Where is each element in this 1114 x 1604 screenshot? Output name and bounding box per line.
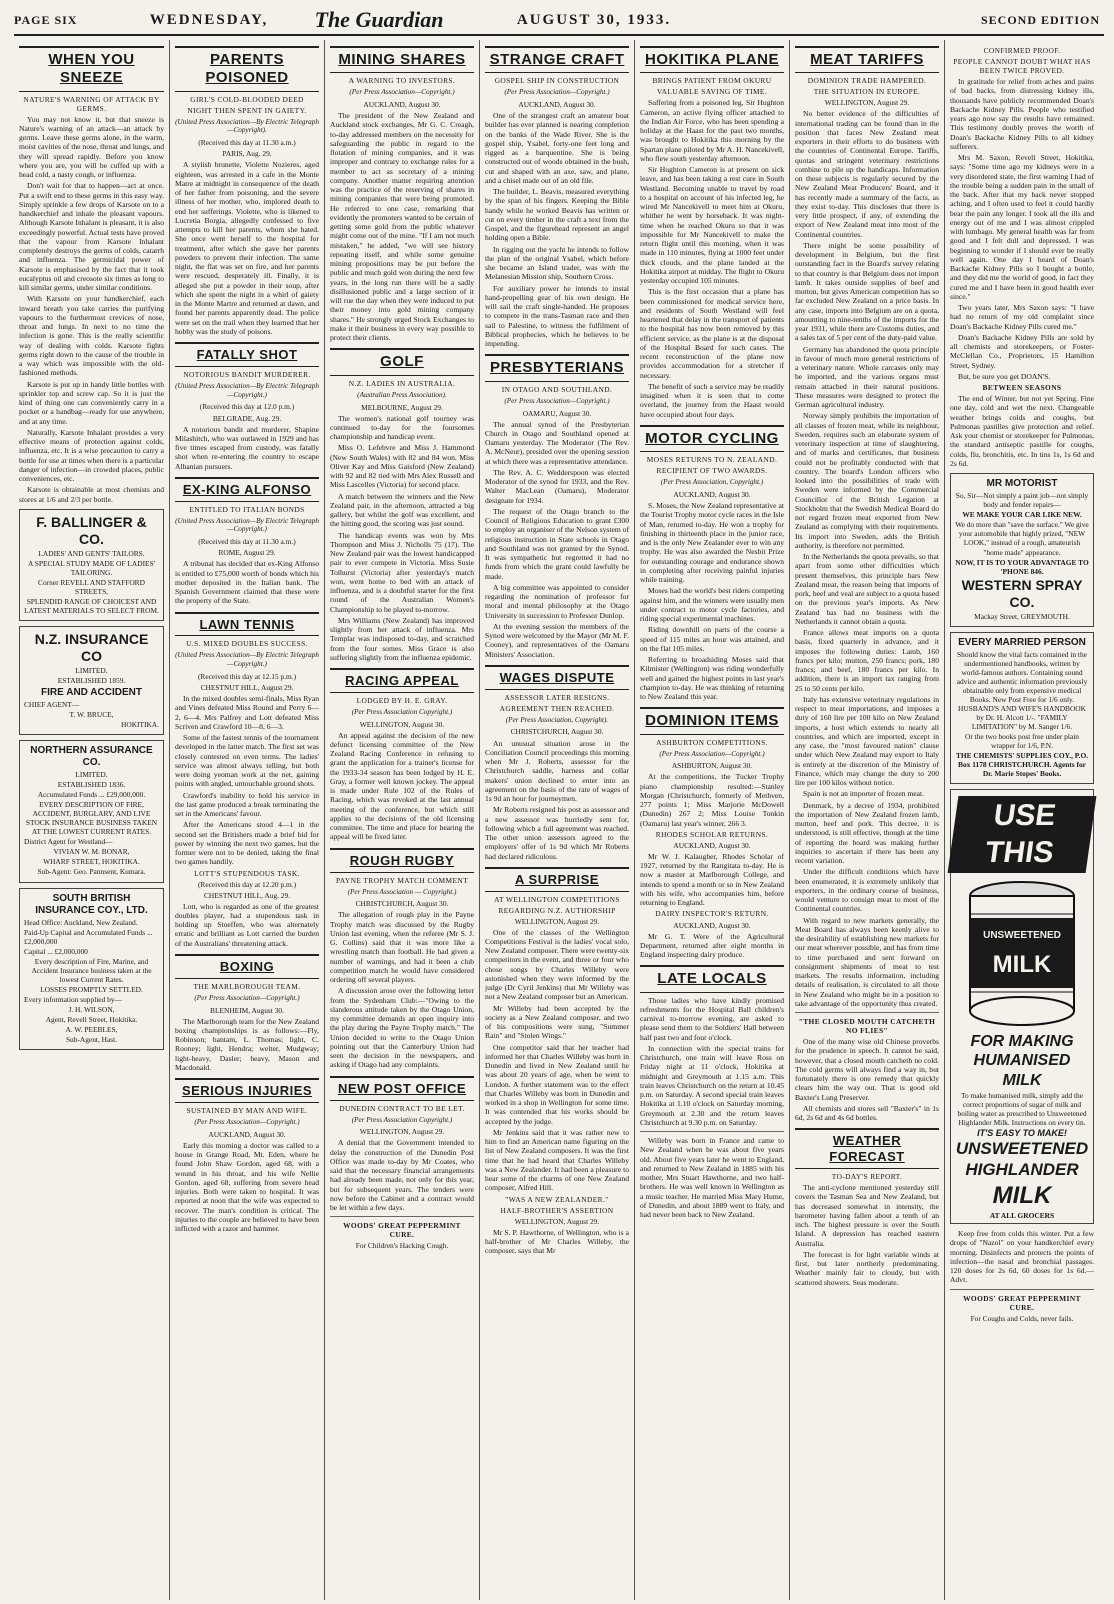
page-number: PAGE SIX: [14, 12, 78, 27]
ad-line: Agent, Revell Street, Hokitika.: [45, 1015, 138, 1025]
ad-line: Capital ... £2,000,000: [24, 946, 88, 956]
paragraph: Miss O. Lefebvre and Miss J. Hammond (New South Wales) with 82 and 84 won. Miss Oliver Kay and Miss Gaisford (New Zealand) with 92 and 82 tied with Mrs Alex Russell and Miss Lascelles (Victoria) for second place.: [330, 443, 474, 490]
dateline: ROME, August 29.: [218, 548, 276, 558]
ad-line: To make humanised milk, simply add the correct proportions of sugar of milk and boiling water as prescribed to Unsweetened Highlander Milk. Instructions on every tin.: [957, 1091, 1087, 1128]
subhead: DAIRY INSPECTOR'S RETURN.: [655, 909, 769, 919]
paragraph: Moses had the world's best riders competing against him, and the winners were usually men under contract to motor cycle factories, and riding special experimental machines.: [640, 586, 784, 624]
dateline: CHESTNUT HILL, August 29.: [200, 683, 294, 693]
ad-ballinger: [19, 509, 164, 621]
dateline: CHESTNUT HILL, Aug. 29.: [203, 890, 291, 900]
credit-line: (Per Press Association Copyright.): [351, 707, 453, 716]
dateline: WELLINGTON, August 29.: [824, 98, 910, 108]
paragraph: The president of the New Zealand and Auckland stock exchanges, Mr G. C. Creagh, to-day addressed members on the necessity for safeguarding the public in regard to the flotation of mining companies, and it was improper and contrary to exchange rules for a member to act as secretary of a mining company. Another matter requiring attention was the practice of the reserving of shares in mining companies that were being promoted. He referred to one case, remarking that evidently the promoters wanted to be certain of getting some gold from the public whatever might come out of the mine. "If I am not much mistaken," he added, "we will see history repeating itself, and while some genuine mining propositions may be put before the public and much gold won during the next few years, in the long run there will be a sadly disillusioned public and a large section of it will rue the day when they were induced to put their money into gold mining company shares." He strongly urged Stock Exchanges to make it their business in every way possible to protect their clients.: [330, 111, 474, 343]
column-2: [169, 40, 324, 1600]
subhead: TO-DAY'S REPORT.: [831, 1172, 903, 1182]
paragraph: Mrs M. Saxon, Revell Street, Hokitika, says: "Some time ago my kidneys were in a very disordered state, the first warning I had of the trouble being a sudden pain in the small of the back. After that my back never stopped aching, and I often used to feel it could hardly bear the pain any longer. I took all the ills and energy out of me and I was almost crippled with lumbago. My general health was far from good and I felt dull and depressed. I was beginning to wonder if I should ever be really well again. One day I heard of Doan's Backache Kidney Pills so I bought a bottle, and they did me the world of good, in fact they cured me and I have been in good health ever since.": [950, 153, 1094, 301]
ad-line: Sub-Agent, Hast.: [65, 1035, 118, 1045]
dateline: AUCKLAND, August 30.: [363, 100, 441, 110]
ad-line: ESTABLISHED 1859.: [57, 676, 126, 686]
tin-label: UNSWEETENED: [983, 929, 1061, 941]
paragraph: In the Netherlands the quota prevails, so that apart from some other difficulties which present themselves, this principle bars New Zealand meat, the reason being that imports of pork, beef and veal are subject to a quota based on the previous year's imports. As New Zealand has had no business with the Netherlands it cannot obtain a quota.: [795, 552, 939, 626]
paragraph: After the Americans stood 4—1 in the second set the Britishers made a brief bid for power by winning the next two games, but the former were not to be denied, taking the final two games handily.: [175, 820, 319, 867]
dateline: MELBOURNE, August 29.: [361, 402, 443, 412]
ad-line: WHARF STREET, HOKITIKA.: [43, 857, 140, 867]
headline-fatally-shot: FATALLY SHOT: [175, 342, 319, 367]
subhead: GIRL'S COLD-BLOODED DEED: [190, 94, 304, 104]
received-line: (Received this day at 11.30 a.m.): [198, 138, 296, 148]
subhead: IN OTAGO AND SOUTHLAND.: [501, 384, 613, 394]
ad-line: J. H. WILSON,: [68, 1005, 115, 1015]
paragraph: Karsote is obtainable at most chemists and stores at 1/6 and 2/3 per bottle.: [19, 485, 164, 504]
paragraph: Some of the fastest tennis of the tournament developed in the latter match. The first set was closely contested on even terms. The ladies' service was almost always telling, but both were doing yeoman work at the net, gaining points with angled, untouchable ground shots.: [175, 733, 319, 789]
subhead: PEOPLE CANNOT DOUBT WHAT HAS BEEN TWICE PROVED.: [953, 57, 1091, 76]
received-line: (Received this day at 11.30 a.m.): [198, 537, 296, 547]
ad-line: Every description of Fire, Marine, and Accident Insurance business taken at the lowest Current Rates.: [31, 957, 152, 985]
headline-ex-king-alfonso: EX-KING ALFONSO: [175, 477, 319, 502]
ad-line: VIVIAN W. M. BONAR,: [53, 847, 130, 857]
paragraph: The handicap events was won by Mrs Thompson and Miss J. Nicholls 75 (17). The New Zealand pair was the lowest handicapped pair to ever compete in Victoria. Miss Susie Tolhurst (Victoria) after yesterday's match won, went home to bed with an attack of influenza, and is a doubtful starter for the first round of the Australian Women's Championship to be played to-morrow.: [330, 530, 474, 614]
paragraph: One of the classes of the Wellington Competitions Festival is the ladies' vocal solo, New Zealand composer. There were twenty-six competitors in the event, and three or four who chose songs by Charles Willeby were astonished when they were informed by the judge (Dr Cyril Jenkins) that Mr Willeby was not a New Zealand composer but an American.: [485, 927, 629, 1002]
ad-title: MR MOTORIST: [986, 478, 1058, 490]
subhead: AGREEMENT THEN REACHED.: [499, 703, 615, 713]
paragraph: One of the many wise old Chinese proverbs for the prudence in speech. It cannot be said, however, that a closed mouth catcheth no cold. The cold germs will always find a way in, but fortunately there is one remedy that quickly clears him the way out. That is good old Baxter's Lung Preserver.: [795, 1037, 939, 1102]
headline-racing-appeal: RACING APPEAL: [330, 668, 474, 693]
paragraph: Mr Roberts resigned his post as assessor and a new assessor was hurriedly sent for, following which a full agreement was reached. The other union assessors agreed to the employers' offer of 1s 9d which Mr Roberts had declared ridiculous.: [485, 805, 629, 861]
ad-line: Or the two books post free under plain wrapper for 1/6, P.N.: [965, 732, 1079, 751]
headline-weather-forecast: WEATHER FORECAST: [795, 1128, 939, 1169]
dateline: WELLINGTON, August 29.: [359, 1127, 445, 1137]
paragraph: Keep free from colds this winter. Put a few drops of "Nazol" on your handkerchief every morning. Disinfects and protects the points of infection—the nasal and bronchial passages. 120 doses for 2s 6d, 60 doses for 1s 6d.—Advt.: [950, 1229, 1094, 1285]
ad-line: District Agent for Westland—: [24, 837, 113, 847]
paragraph: Doan's Backache Kidney Pills are sold by all chemists and storekeepers, or Foster-McClellan Co., Proprietors, 15 Hamilton Street, Sydney.: [950, 332, 1094, 370]
subhead: BRINGS PATIENT FROM OKURU: [652, 76, 772, 86]
ad-headline: "THE CLOSED MOUTH CATCHETH NO FLIES": [798, 1017, 936, 1036]
subhead: N.Z. LADIES IN AUSTRALIA.: [348, 378, 456, 388]
subhead: "WAS A NEW ZEALANDER.": [505, 1194, 609, 1204]
ad-title: NORTHERN ASSURANCE CO.: [30, 744, 153, 768]
divider: [950, 1289, 1094, 1290]
paragraph: Mr Willeby had been accepted by the society as a New Zealand composer, and two of his compositions were sung, "Summer Rain" and "Stolen Wings.": [485, 1003, 629, 1041]
ad-headline: FOR MAKING HUMANISED MILK: [970, 1032, 1074, 1089]
headline-rough-rugby: ROUGH RUGBY: [330, 848, 474, 873]
paragraph: France allows meat imports on a quota basis, fixed quarterly in advance, and it imposes the following duties: Lamb, 160 francs per kilo; mutton, 250 francs; pork, 180 francs; and beef, 180 francs per kilo. In addition, there is an import tax ranging from 25 to 50 cents per kilo.: [795, 628, 939, 693]
ad-title: N.Z. INSURANCE CO: [34, 631, 149, 665]
subhead: A WARNING TO INVESTORS.: [348, 76, 456, 86]
ad-brand: HIGHLANDER: [965, 1159, 1079, 1179]
paragraph: Sir Hughton Cameron is at present on sick leave, and has been taking a rest cure in South Westland. Becoming unable to travel by road to a hospital on account of his infected leg, he wired Mr Nancekivell to meet him at Okuru, whither he went by horseback. It was night-time when he reached Okuru so that it was impossible for Mr Nancekivell to make the return flight until this morning, when it was made in 110 minutes, flying at 1000 feet under thick clouds, and the plane landed at the Hokitika airport at midday. The flight to Okuru yesterday occupied 105 minutes.: [640, 165, 784, 286]
ad-line: Corner REVELL AND STAFFORD STREETS,: [38, 578, 145, 597]
dateline: AUCKLAND, August 30.: [518, 100, 596, 110]
received-line: (Received this day at 12.15 p.m.): [197, 672, 297, 682]
paragraph: A match between the winners and the New Zealand pair, in the afternoon, attracted a big gallery, but whilst the golf was excellent, and the hitting good, the scoring was just sound.: [330, 491, 474, 529]
subhead: VALUABLE SAVING OF TIME.: [656, 87, 768, 97]
ad-line: For Coughs and Colds, never fails.: [970, 1313, 1074, 1323]
divider: [330, 1216, 474, 1217]
paragraph: Mr G. T. Were of the Agricultural Department, returned after eight months in England inspecting dairy produce.: [640, 931, 784, 960]
divider: [640, 1131, 784, 1132]
paragraph: One of the strangest craft an amateur boat builder has ever planned is nearing completion on the banks of the Wade River. She is the gospel ship, Ysabel, forty-one feet long and rigged as a barquentine. She is being constructed out of woods obtained in the bush, cut and shaped with an axe, saw, and plane, and a chisel made out of an old file.: [485, 111, 629, 185]
ad-line: Accumulated Funds ... £29,000,000.: [37, 790, 146, 800]
paragraph: A stylish brunette, Violette Nozieres, aged eighteen, was arrested in a cafe in the Monte Matre at midnight in consequence of the death of her father from poisoning, and the severe illness of her mother, who, implored death to end her sufferings. Violette, who is likened to Lucretia Borgia, allegedly confessed to five attempts to kill her parents, whom she hated. She once went herself to the hospital for treatment, after which she gave her parents powders to prevent their infection. The same night, the flat was set on fire, and her parents were rescued, desperately ill. Finally, it is alleged she put a powder in their soup, after which she spent the night in a whirl of gaiety in the Monte Martre and returned at dawn, and found her parents apparently dead. The police were set on the trail when they learned that her hobby was the study of poisons.: [175, 160, 319, 336]
headline-strange-craft: STRANGE CRAFT: [485, 46, 629, 73]
ad-south-british: [19, 888, 164, 1051]
headline-motor-cycling: MOTOR CYCLING: [640, 425, 784, 452]
paragraph: S. Moses, the New Zealand representative at the Tourist Trophy motor cycle races in the Isle of Man, returned to-day. He won a trophy for finishing in thirteenth place in the junior race, and is the only New Zealander ever to win any trophy. He was also awarded the Nesbit Prize for outstanding courage and endurance shown in completing after receiving painful injuries while training.: [640, 501, 784, 585]
credit-line: (Per Press Association—Copyright.): [659, 749, 765, 758]
paragraph: In rigging out the yacht he intends to follow the plan of the original Ysabel, which before she became an Island trader, was with the Melanesian Mission ship, Southern Cross.: [485, 244, 629, 282]
subhead: AT WELLINGTON COMPETITIONS: [494, 894, 620, 904]
credit-line: (Per Press Association — Copyright.): [347, 887, 457, 896]
column-7: [944, 40, 1099, 1600]
ad-banner: USE THIS: [948, 796, 1097, 873]
column-1: [14, 40, 169, 1600]
paragraph: Willeby was born in France and came to New Zealand when he was about five years old. About five years later he went to England, and returned to New Zealand in 1885 with his mother, Mrs Stuart Hawthorne, and two half-brothers. He was well known in Wellington as a music teacher. He married Miss Mary Hume, of Dunedin, and about 1889 went to Italy, and had never been back to New Zealand.: [640, 1136, 784, 1220]
paragraph: Spain is not an importer of frozen meat.: [803, 789, 925, 799]
newspaper-name: The Guardian: [314, 7, 444, 32]
ad-line: Paid-Up Capital and Accumulated Funds ... £2,000,000: [24, 927, 153, 946]
received-line: (Received this day at 12.0 p.m.): [199, 402, 295, 412]
subhead: BETWEEN SEASONS: [982, 383, 1062, 393]
subhead: U.S. MIXED DOUBLES SUCCESS.: [186, 639, 308, 649]
credit-line: (Per Press Association—Copyright.): [504, 88, 610, 97]
headline-golf: GOLF: [330, 348, 474, 375]
paragraph: Two years later, Mrs Saxon says: "I have had no return of my old complaint since Doan's Backache Kidney Pills cured me.": [950, 303, 1094, 331]
ad-brand: MILK: [992, 1181, 1052, 1209]
divider: [795, 1012, 939, 1013]
dateline: AUCKLAND, August 30.: [208, 1129, 286, 1139]
paragraph: The request of the Otago branch to the Council of Religious Education to grant £300 to employ an organiser of the Nelson system of religious instruction in State schools in Otago and Southland was not granted by the Synod. It was sympathetic but regretted it had no funds from which the grant could lawfully be made.: [485, 506, 629, 581]
ad-line: WE MAKE YOUR CAR LIKE NEW.: [962, 510, 1082, 520]
subhead: SUSTAINED BY MAN AND WIFE.: [186, 1105, 308, 1115]
paragraph: The anti-cyclone mentioned yesterday still covers the Tasman Sea and New Zealand, but has decreased somewhat in intensity, the barometer having fallen about a tenth of an inch. The highest pressure is over the South Island. A depression has reached eastern Australia.: [795, 1183, 939, 1248]
paragraph: The Rev. A. C. Wedderspoon was elected Moderator of the synod for 1933, and the Rev. Walter MacLean (Oamaru), Moderator designate for 1934.: [485, 467, 629, 505]
subhead: ASHBURTON COMPETITIONS.: [656, 737, 768, 747]
headline-sneeze: WHEN YOU SNEEZE: [19, 46, 164, 92]
masthead: [14, 6, 1104, 36]
weekday: WEDNESDAY,: [149, 11, 269, 28]
credit-line: (Per Press Association, Copyright.): [660, 478, 764, 487]
headline-hokitika-plane: HOKITIKA PLANE: [640, 46, 784, 73]
subhead: RECIPIENT OF TWO AWARDS.: [656, 466, 768, 476]
subhead: RHODES SCHOLAR RETURNS.: [655, 829, 769, 839]
credit-line: (Per Press Association, Copyright).: [505, 715, 609, 724]
subhead: NOTORIOUS BANDIT MURDERER.: [183, 369, 311, 379]
paragraph: Karsote is put up in handy little bottles with sprinkler top and screw cap. So it is just the kind of thing one can conveniently carry in a pocket or a handbag—ready for use anywhere, and at any time.: [19, 379, 164, 426]
headline-presbyterians: PRESBYTERIANS: [485, 354, 629, 381]
paragraph: Denmark, by a decree of 1934, prohibited the importation of New Zealand frozen lamb, mutton, beef and pork. This decree, it is understood, is still effective, though at the time of reporting the board was making further inquiries to ascertain if there has been any recent variation.: [795, 800, 939, 866]
paragraph: A notorious bandit and murderer, Shapine Milashitch, who was outlawed in 1929 and has five times escaped from custody, was fatally shot when re-entering the country to escape Albanian pursuers.: [175, 424, 319, 471]
ad-line: LADIES' AND GENTS' TAILORS.: [38, 549, 145, 559]
paragraph: The annual synod of the Presbyterian Church in Otago and Southland opened at Oamaru yesterday. The Moderator (The Rev. A. McNeur), presided over the opening session at which there was a representative attendance.: [485, 419, 629, 466]
paragraph: Referring to broadsiding Moses said that Kilmister (Wellington) was riding wonderfully well and gained the highest points in last year's champion to-day. He was thinking of returning to New Zealand this year.: [640, 655, 784, 702]
credit-line: (Per Press Association—Copyright.): [194, 993, 300, 1002]
dateline: AUCKLAND, August 30.: [673, 840, 751, 850]
subhead: CONFIRMED PROOF.: [983, 46, 1061, 55]
credit-line: (Australian Press Association).: [357, 390, 447, 399]
dateline: OAMARU, August 30.: [522, 408, 592, 418]
credit-line: (United Press Association—By Electric Telegraph—Copyright.): [175, 651, 319, 669]
paragraph: Norway simply prohibits the importation of all classes of frozen meat, while its neighbour, Sweden, requires such an elaborate system of veterinary inspection at time of slaughtering, and of marks and certificates, that business could not be profitably conducted with that country. The board's London officers who looked into the possibilities of trade with Sweden were informed by the Commercial Councillor of the British Legation at Stockholm that the Swedish Medical Board do not regard frozen meat exported from New Zealand as complying with their requirements. Its import into Sweden, adds the British authority, is therefore not permitted.: [795, 411, 939, 550]
paragraph: The women's national golf tourney was continued to-day for the foursomes championship and handicap event.: [330, 413, 474, 442]
headline-meat-tariffs: MEAT TARIFFS: [795, 46, 939, 73]
paragraph: Don't wait for that to happen—act at once. Put a swift end to these germs in this easy way. Simply sprinkle a few drops of Karsote on to a handkerchief and inhale the pleasant vapours. Although Karsote Inhalant is pleasant, it is also exceedingly powerful. Actual tests have proved that the vapour from Karsote Inhalant completely destroys the germs of colds, catarrh and influenza. The germicidal power of Karsote is emphasised by the fact that it took eucalyptus oil and creosote six times as long to kill similar germs, under similar conditions.: [19, 181, 164, 293]
paragraph: The allegation of rough play in the Payne Trophy match was discussed by the Rugby Union last evening, when the referee (Mr S. J. G. Collins) said that it was more like a wrestling match than football. He had given a number of warnings, and had it been a club competition match he would have considered ordering off several players.: [330, 910, 474, 985]
subhead: NIGHT THEN SPENT IN GAIETY.: [187, 105, 307, 115]
column-3: [324, 40, 479, 1600]
paragraph: Lott, who is regarded as one of the greatest doubles player, had a stupendous task in holding up Stoeffen, who was alternately erratic and brilliant as Lott carried the burden of the Australians' threatening attack.: [175, 901, 319, 948]
paragraph: Mr W. J. Kalaugher, Rhodes Scholar of 1927, returned by the Rangitata to-day. He is now a master at Marlborough College, and intends to spend a month or so in New Zealand with his wife, who accompanies him, before returning to England.: [640, 851, 784, 908]
credit-line: (United Press Association—By Electric Telegraph—Copyright.): [175, 516, 319, 534]
headline-serious-injuries: SERIOUS INJURIES: [175, 1078, 319, 1103]
paragraph: The forecast is for light variable winds at first, but later northerly predominating. Weather mainly fair to cloudy, but with scattered showers. Seas moderate.: [795, 1249, 939, 1287]
subhead: DUNEDIN CONTRACT TO BE LET.: [339, 1103, 465, 1113]
ad-line: Should know the vital facts contained in the undermentioned handbooks, written by world-famous authors. Containing sound advice and authentic information previously obtainable only from expensive medical Books. New Post Free for 1/6 only. HUSBAND'S AND WIFE'S HANDBOOK by Dr. H. Alcott 1/-. "FAMILY LIMITATION" by M. Sanger 1/6.: [956, 649, 1088, 732]
dateline: BELGRADE, Aug. 29.: [212, 413, 282, 423]
ad-line: T. W. BRUCE,: [69, 709, 114, 719]
ad-line: So, Sir—Not simply a paint job—not simply body and fender repairs—: [955, 491, 1089, 510]
ad-title: SOUTH BRITISH INSURANCE COY., LTD.: [35, 892, 148, 916]
milk-tin-illustration: [957, 878, 1087, 1028]
paragraph: In the mixed doubles semi-finals, Miss Ryan and Vines defeated Miss Round and Perry 6—2, 6—4. Mrs Palfrey and Lott defeated Miss Scriven and Crawford 10—8, 6—3.: [175, 694, 319, 731]
ad-line: A. W. PEEBLES,: [65, 1025, 118, 1035]
credit-line: (Per Press Association—Copyright.): [194, 1118, 300, 1127]
article-body: [19, 115, 164, 504]
headline-wages-dispute: WAGES DISPUTE: [485, 665, 629, 690]
ad-peppermint-cure: WOODS' GREAT PEPPERMINT CURE.: [343, 1221, 461, 1240]
paragraph: For auxiliary power he intends to instal hand-propelling gear of his own design. He will sail the craft single-handed. He proposes to compete in the trans-Tasman race and then sail to Palestine, to witness the fulfilment of Biblical prophecies, which he believes to be impending.: [485, 283, 629, 349]
paragraph: In gratitude for relief from aches and pains of bad backs, from distressing kidney ills, thousands have publicly recommended Doan's Backache Kidney Pills. People who testified years ago now say the results have remained. This testimony doubly proves the worth of Doan's Backache Kidney Pills to all kidney sufferers.: [950, 77, 1094, 151]
dateline: WELLINGTON, August 29.: [514, 1216, 600, 1226]
ad-line: LIMITED.: [75, 666, 108, 676]
subhead: DOMINION TRADE HAMPERED.: [807, 76, 927, 86]
headline-parents-poisoned: PARENTS POISONED: [175, 46, 319, 92]
ad-line: ESTABLISHED 1836.: [57, 780, 126, 790]
dateline: AUCKLAND, August 30.: [673, 920, 751, 930]
subhead: GOSPEL SHIP IN CONSTRUCTION: [494, 76, 620, 86]
subhead: REGARDING N.Z. AUTHORSHIP: [498, 905, 616, 915]
paragraph: Mrs Williams (New Zealand) has improved slightly from her attack of influenza. Mrs Templar was indisposed to-day, and scratched from the four somes. Miss Grace is also suffering slightly from the influenza epidemic.: [330, 615, 474, 662]
paragraph: A denial that the Government intended to delay the construction of the Dunedin Post Office was made to-day by Mr Coates, who said that the necessary financial arrangements had already been made, not only for this year, but for subsequent years. The tenders were now before the Cabinet and a contract would be let within a few days.: [330, 1138, 474, 1213]
column-6: [789, 40, 944, 1600]
ad-line: Sub-Agent: Geo. Pannsent, Kumara.: [37, 867, 146, 877]
issue-date: AUGUST 30, 1933.: [516, 11, 672, 28]
paragraph: But, be sure you get DOAN'S.: [958, 371, 1051, 381]
headline-boxing: BOXING: [175, 954, 319, 979]
ad-line: FIRE AND ACCIDENT: [41, 686, 142, 698]
headline-mining-shares: MINING SHARES: [330, 46, 474, 73]
ad-line: EVERY DESCRIPTION OF FIRE, ACCIDENT, BURGLARY, AND LIVE STOCK INSURANCE BUSINESS TAKEN AT THE LOWEST CURRENT RATES.: [25, 800, 158, 837]
ad-line: For Children's Hacking Cough.: [355, 1241, 449, 1251]
paragraph: The benefit of such a service may be readily imagined when it is seen that to come overland, the journey from the Haast would have occupied about four days.: [640, 381, 784, 419]
ad-company-name: WESTERN SPRAY CO.: [961, 576, 1083, 610]
ad-line: IT'S EASY TO MAKE!: [977, 1128, 1067, 1139]
ad-brand: UNSWEETENED: [955, 1139, 1089, 1159]
dateline: AUCKLAND, August 30.: [673, 490, 751, 499]
credit-line: (United Press Association—By Electric Telegraph—Copyright).: [175, 117, 319, 135]
paragraph: The Marlborough team for the New Zealand boxing championships is as follows:—Fly, Robinson; bantam, L. Thomas; light, C. Rooney; light, Hendra; welter, Mudgway; light-heavy, Dasler; heavy, Mason and Macdonald.: [175, 1016, 319, 1072]
column-5: [634, 40, 789, 1600]
column-4: [479, 40, 634, 1600]
received-line: (Received this day at 12.20 p.m.): [197, 879, 297, 889]
tin-label: MILK: [992, 950, 1052, 978]
ad-line: We do more than "save the surface." We give your automobile that highly prized, "NEW LOOK," instead of a rough, amateurish "home made" appearance.: [955, 520, 1089, 557]
paragraph: An unusual situation arose in the Conciliation Council proceedings this morning when Mr J. Roberts, assessor for the Christchurch saddle, harness and collar makers' union declined to enter into an agreement on the basis of the rate of wages of 1s 9d an hour for journeymen.: [485, 738, 629, 804]
paragraph: One competitor said that her teacher had informed her that Charles Willeby was born in Dunedin and lived in New Zealand until he was about 20 years of age, when he went to London. A further statement was to the effect that Charles Willeby was born in Dunedin and worked in a shop in Wellington for some time. It was contended that his works should be accepted by the judge.: [485, 1042, 629, 1126]
paragraph: With Karsote on your handkerchief, each inward breath you take carries the purifying vapours to the furthermost crevices of nose, throat and lungs. In next to no time the infection is gone. This is the really scientific way of dealing with colds. Karsote fights germs right down to the cause of the trouble in a way which was impossible with the old-fashioned methods.: [19, 294, 164, 378]
dateline: BLENHEIM, August 30.: [210, 1005, 284, 1015]
paragraph: Naturally, Karsote Inhalant provides a very effective means of protection against colds, influenza, etc. It is a wise precaution to carry a bottle for use at times when there is a particular danger of infection—in crowded places, public conveniences, etc.: [19, 427, 164, 484]
paragraph: Suffering from a poisoned leg, Sir Hughton Cameron, an active flying officer attached to the Indian Air Force, who has been spending a holiday at the Haast for the past two months, was brought to Hokitika this morning by the Spartan plane piloted by Mr A. H. Nancekivell, who flew south yesterday afternoon.: [640, 98, 784, 163]
ad-northern-assurance: [19, 740, 164, 883]
ad-nz-insurance: [19, 626, 164, 735]
ad-line: THE CHEMISTS' SUPPLIES COY., P.O. Box 1178 CHRISTCHURCH. Agents for Dr. Marie Stopes' Books.: [955, 751, 1089, 779]
subhead: THE MARLBOROUGH TEAM.: [193, 981, 301, 991]
paragraph: You may not know it, but that sneeze is Nature's warning of an attack—an attack by germs. Leave these germs alone, in the warm, moist cavities of the nose, throat and lungs, and they will spread rapidly. Before you know where you are, you will be cuffed up with a head cold, a nasty cough, or influenza.: [19, 114, 164, 180]
headline-a-surprise: A SURPRISE: [485, 867, 629, 892]
ad-line: LIMITED.: [75, 770, 108, 780]
dateline: WELLINGTON, August 30.: [359, 719, 445, 729]
ad-line: CHIEF AGENT—: [24, 699, 80, 709]
paragraph: Riding downhill on parts of the course a speed of 115 miles an hour was attained, and on the flat 105 miles.: [640, 625, 784, 653]
subhead: NATURE'S WARNING OF ATTACK BY GERMS.: [23, 94, 160, 113]
edition-label: SECOND EDITION: [980, 12, 1100, 27]
paragraph: A tribunal has decided that ex-King Alfonso is entitled to £75,000 worth of bonds which his mother deposited in the Italian bank. The Spanish Government claimed that these were the property of the State.: [175, 559, 319, 606]
credit-line: (Per Press Association—Copyright.): [349, 88, 455, 97]
ad-title: EVERY MARRIED PERSON: [958, 636, 1086, 648]
headline-late-locals: LATE LOCALS: [640, 965, 784, 992]
dateline: PARIS, Aug. 29.: [222, 149, 272, 159]
paragraph: The builder, L. Beavis, measured everything by the span of his fingers. Keeping the Bible handy while he worked Beavis has written or cut on every timber in the craft a text from the Gospel, and the figurehead represent an angel holding open a Bible.: [485, 187, 629, 243]
paragraph: Under the difficult conditions which have been enumerated, it is extremely unlikely that exporters, in the ordinary course of business, would venture to consign meat to most of the Continental countries.: [795, 867, 939, 914]
ad-married-person: [950, 632, 1094, 785]
ad-highlander-milk: [950, 789, 1094, 1224]
paragraph: At the evening session the members of the Synod were welcomed by the Mayor (Mr M. F. Cooney), and representatives of the Oamaru Ministers' Association.: [485, 621, 629, 659]
credit-line: (United Press Association—By Electric Telegraph—Copyright.): [175, 381, 319, 399]
paragraph: A discussion arose over the following letter from the Sydenham Club:—"Owing to the slanderous attitude taken by the Otago Union, my committee demands an open inquiry into the play during the Payne Trophy match." The Union decided to write to the Otago Union pointing out that the Canterbury Union had seen the decision in the newspapers, and asking if Otago had any complaints.: [330, 986, 474, 1070]
paragraph: All chemists and stores sell "Baxter's" in 1s 6d, 2s 6d and 4s 6d bottles.: [795, 1103, 939, 1123]
ad-line: Head Office: Auckland, New Zealand.: [24, 917, 138, 927]
paragraph: In connection with the special trains for Christchurch, one train will leave Ross on Friday night at 11 o'clock, Hokitika at midnight and Greymouth at 1.15 a.m. This train leaves Christchurch on the return at 10.45 p.m. on Saturday. A second special train leaves Hokitika at 1.10 o'clock on Saturday morning, Greymouth at 2.30 and the return leaves Christchurch at 9.30 p.m. on Saturday.: [640, 1043, 784, 1127]
paragraph: Mr Jenkins said that it was rather new to him to find an American name figuring on the list of New Zealand composers. It was the first time that he had heard that Charles Willeby was a New Zealander. It had been a pleasure to hear some of the charms of one New Zealand composer, Alfred Hill.: [485, 1127, 629, 1193]
headline-dominion-items: DOMINION ITEMS: [640, 707, 784, 734]
subhead: HALF-BROTHER'S ASSERTION: [500, 1205, 614, 1215]
subhead: PAYNE TROPHY MATCH COMMENT: [335, 875, 469, 885]
credit-line: (Per Press Association—Copyright.): [504, 396, 610, 405]
ad-line: LOSSES PROMPTLY SETTLED.: [40, 985, 143, 995]
dateline: CHRISTCHURCH, August 30.: [510, 727, 604, 737]
ad-line: AT ALL GROCERS: [989, 1210, 1055, 1220]
headline-lawn-tennis: LAWN TENNIS: [175, 612, 319, 637]
paragraph: With regard to new markets generally, the Meat Board has always been keenly alive to the desirability of establishing new markets for our meat wherever possible, and has from time to time purchased and sent forward on consignment shipments of meat to test markets. The results information, including details of realisation, is circulated to all those in New Zealand who might be in a position to take advantage of the opportunity thus created.: [795, 915, 939, 1008]
ad-peppermint-cure: WOODS' GREAT PEPPERMINT CURE.: [963, 1293, 1081, 1312]
paragraph: Those ladies who have kindly promised refreshments for the Hospital Ball children's carnival to-morrow evening, are asked to please send them to the Soldiers' Hall between half past two and four o'clock.: [640, 995, 784, 1042]
ad-western-spray: [950, 473, 1094, 627]
dateline: ASHBURTON, August 30.: [671, 761, 753, 771]
paragraph: Germany has abandoned the quota principle in favour of much more general restrictions of a veterinary nature. Whole carcases only may be imported, and the various organs must remain attached in their natural positions. These measures were designed to protect the German agricultural industry.: [795, 344, 939, 410]
paragraph: Italy has extensive veterinary regulations in respect to meat importations, and imposes a duty of 160 lire per 100 kilo on New Zealand imports, a host which extends to nearly all countries, and which are imported, except in any case, the "most favoured nation" clause under which New Zealand may export to Italy is entirely at the discretion of the Ministry of Finance, which may change the duty to 200 lire per 100 kilos without notice.: [795, 694, 939, 788]
paragraph: This is the first occasion that a plane has been commissioned for medical service here, and residents of South Westland will feel heartened that delay in the transport of patients to the hospital has now been removed by this efficient service, as the plane is at the disposal of the Hospital Board for such cases. The recent reconstruction of the plane now provides accommodation for a stretcher if necessary.: [640, 287, 784, 380]
paragraph: A big committee was appointed to consider regarding the nomination of professor for moral and mental philosophy at the Otago University in succession to Professor Dunlop.: [485, 582, 629, 620]
subhead: ENTITLED TO ITALIAN BONDS: [189, 504, 305, 514]
ad-line: HOKITIKA.: [121, 719, 159, 729]
paragraph: Early this morning a doctor was called to a house in Grange Road, Mt. Eden, where he found John Shaw Gordon, aged 68, with a wound in his throat, and his wife Nellie Gordon, aged 68, suffering from severe head injuries. Both were taken to hospital. It was reported at noon that the wife was expected to recover. The man's condition is critical. The injuries to the couple are believed to have been inflicted with a razor and hammer.: [175, 1140, 319, 1234]
dateline: WELLINGTON, August 29.: [514, 916, 600, 926]
subhead: LODGED BY H. E. GRAY.: [356, 695, 448, 705]
paragraph: An appeal against the decision of the new defunct licensing committee of the New Zealand Racing Conference in refusing to grant the application for a trainer's license for the 1933-34 season has been lodged by H. E. Gray, a former well known jockey. The appeal is made under Rule 102 of the Rules of Racing, which was revoked at the last annual meeting of the conference, but which still applies to the decisions of the old licensing committee. The time and place for hearing the appeal will be fixed later.: [330, 730, 474, 842]
paragraph: There might be some possibility of development in Belgium, but the first outstanding fact in the Board's survey relating to that country is that Belgium does not import lamb. It takes outside supplies of beef and mutton, but gives American competition has so far excluded New Zealand on a price basis. In any case, imports into Belgium are on a quota, amounting to nine-tenths of the imports for the year 1931, while there are Customs duties, and a sales tax of 5 per cent of the duty-paid value.: [795, 240, 939, 343]
ad-line: NOW, IT IS TO YOUR ADVANTAGE TO 'PHONE 846.: [955, 557, 1089, 576]
subhead: LOTT'S STUPENDOUS TASK.: [194, 868, 300, 878]
subhead: THE SITUATION IN EUROPE.: [813, 87, 921, 97]
dateline: CHRISTCHURCH, August 30.: [355, 899, 449, 909]
subhead: MOSES RETURNS TO N. ZEALAND.: [646, 455, 778, 465]
paragraph: At the competitions, the Tucker Trophy piano championship resulted:—Stanley Morgan (Christchurch, formerly of Methven, 277 points 1; Miss Marjorie McDowell (Dunedin) 267 2; Miss Louise Tonkin (Oamaru) last year's winner, 266 3.: [640, 772, 784, 828]
subhead: ASSESSOR LATER RESIGNS.: [504, 692, 610, 702]
credit-line: (Per Press Association Copyright.): [351, 1115, 453, 1124]
headline-new-post-office: NEW POST OFFICE: [330, 1076, 474, 1101]
paragraph: No better evidence of the difficulties of international trading can be found than in the position that faces New Zealand meat exporters in their efforts to do business with the countries of Continental Europe. Tariffs, quotas and stringent veterinary restrictions combine to pile up the handicaps. Information on these subjects is regularly secured by the New Zealand Meat Producers' Board, and it has recently made a summary of the facts, as they exist to-day. This discloses that there is very little prospect, if any, of extending the export of New Zealand meat into most of the Continental countries.: [795, 109, 939, 239]
paragraph: Crawford's inability to hold his service in the last game produced a break terminating the set in the Americans' favour.: [175, 790, 319, 819]
page-columns: [14, 40, 1104, 1600]
ad-line: Mackay Street, GREYMOUTH.: [974, 611, 1070, 621]
ad-title: F. BALLINGER & CO.: [36, 513, 147, 547]
paragraph: The end of Winter, but not yet Spring. Fine one day, cold and wet the next. Changeable weather brings colds and coughs, but Pulmonas pastilles give protection and relief. Ask your chemist or storekeeper for Pulmonas, the standard antiseptic pastille for coughs, colds, flu, bronchitis, etc. In tins 1s, 1s 6d and 2s 6d.: [950, 394, 1094, 468]
ad-line: Every information supplied by—: [24, 995, 122, 1005]
paragraph: Mr S. P. Hawthorne, of Wellington, who is a half-brother of Mr Charles Willeby, the composer, says that Mr: [485, 1227, 629, 1256]
ad-line: SPLENDID RANGE OF CHOICEST AND LATEST MATERIALS TO SELECT FROM.: [24, 597, 159, 616]
ad-line: A SPECIAL STUDY MADE OF LADIES' TAILORING.: [27, 559, 156, 578]
